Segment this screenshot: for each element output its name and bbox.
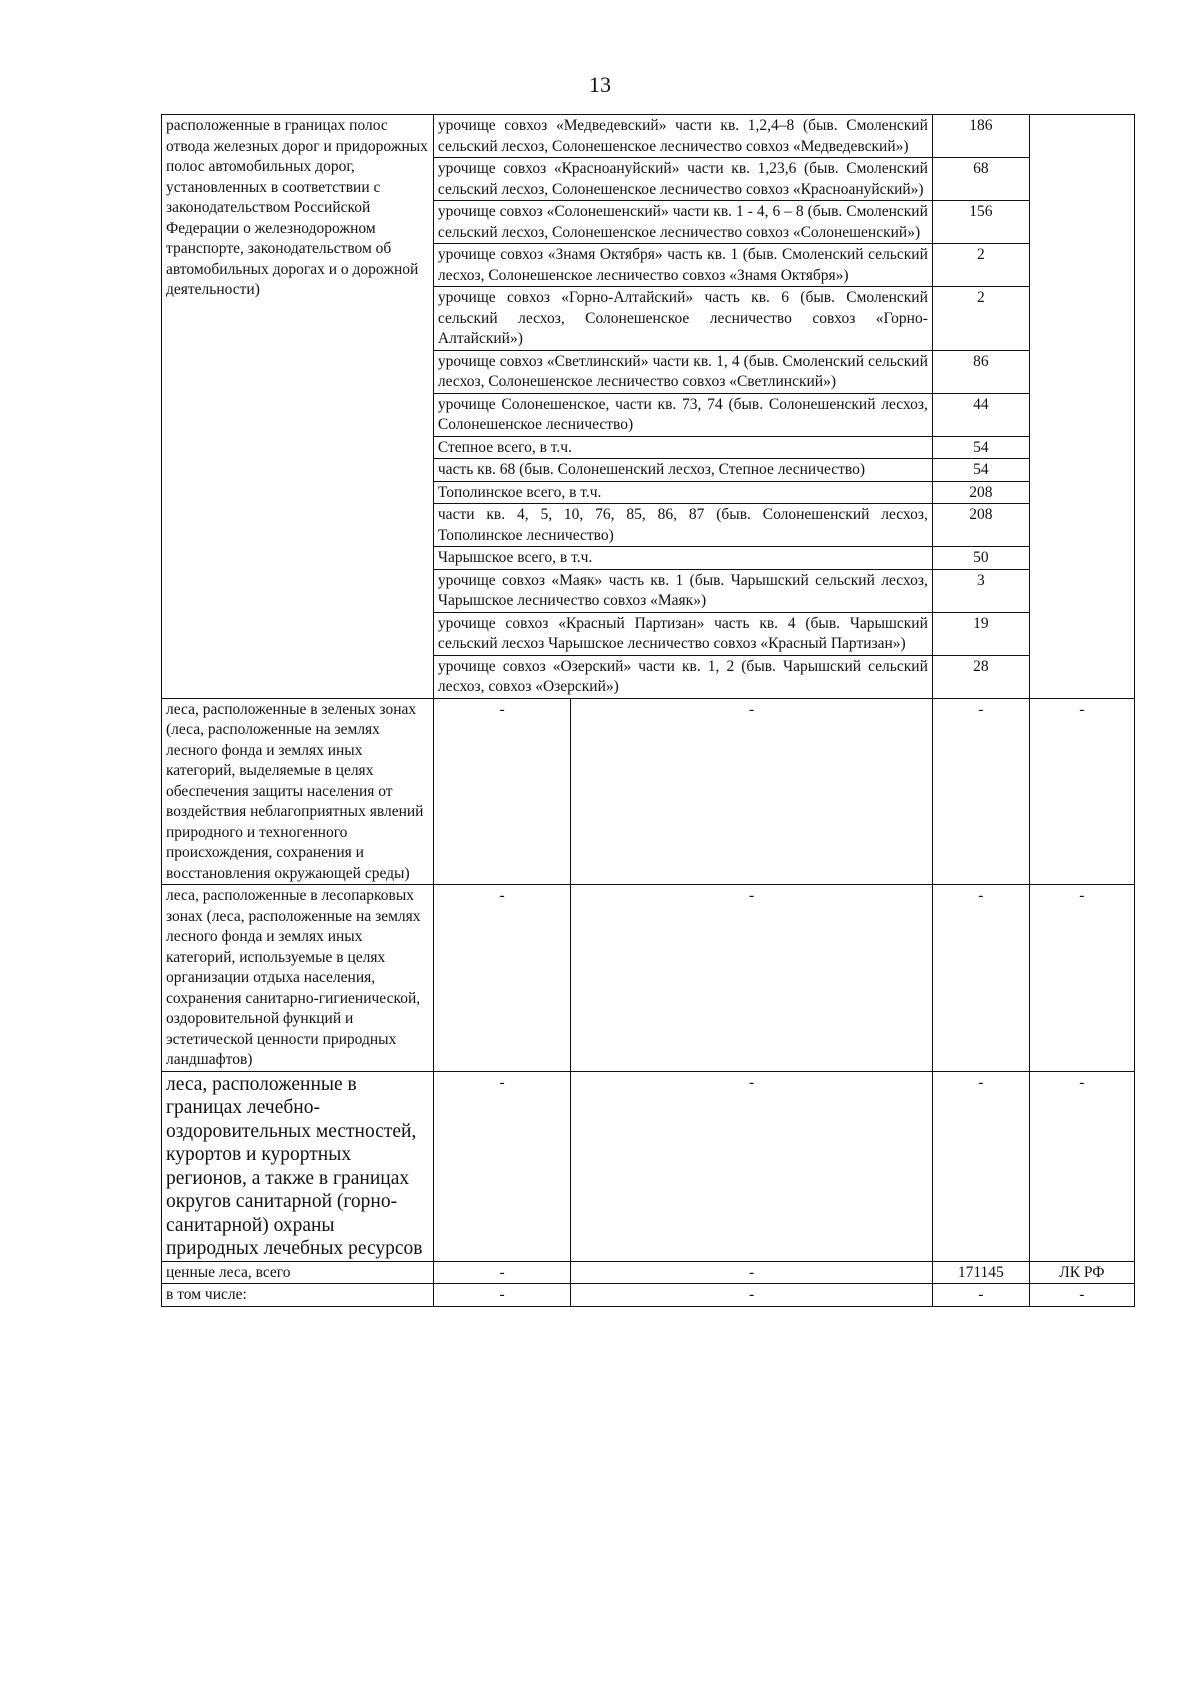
location-description: часть кв. 68 (быв. Солонешенский лесхоз, Степное лесничество): [433, 459, 932, 482]
location-description: урочище совхоз «Светлинский» части кв. 1, 4 (быв. Смоленский сельский лесхоз, Солонешенское лесничество совхоз «Светлинский»): [433, 350, 932, 393]
area-value: 208: [932, 504, 1029, 547]
value-cell: -: [571, 885, 932, 1072]
area-value: 50: [932, 547, 1029, 570]
category-cell: леса, расположенные в границах лечебно-оздоровительных местностей, курортов и курортных регионов, а также в границах округов санитарной (горно-санитарной) охраны природных лечебных ресурсов: [162, 1071, 434, 1261]
location-description: урочище совхоз «Горно-Алтайский» часть кв. 6 (быв. Смоленский сельский лесхоз, Солонешенское лесничество совхоз «Горно-Алтайский»): [433, 287, 932, 351]
legal-basis-cell: -: [1029, 885, 1134, 1072]
table-row: [162, 885, 1135, 1072]
location-description: урочище совхоз «Маяк» часть кв. 1 (быв. Чарышский сельский лесхоз, Чарышское лесничество совхоз «Маяк»): [433, 569, 932, 612]
area-value: -: [932, 1071, 1029, 1261]
area-value: 208: [932, 481, 1029, 504]
location-description: части кв. 4, 5, 10, 76, 85, 86, 87 (быв. Солонешенский лесхоз, Тополинское лесничество): [433, 504, 932, 547]
location-description: урочище совхоз «Медведевский» части кв. 1,2,4–8 (быв. Смоленский сельский лесхоз, Солонешенское лесничество совхоз «Медведевский»): [433, 115, 932, 158]
category-cell: расположенные в границах полос отвода железных дорог и придорожных полос автомобильных дорог, установленных в соответствии с законодательством Российской Федерации о железнодорожном транспорте, законодательством об автомобильных дорогах и о дорожной деятельности): [162, 115, 434, 699]
table-row: [162, 698, 1135, 885]
value-cell: -: [433, 1261, 571, 1284]
area-value: 19: [932, 612, 1029, 655]
legal-basis-cell: -: [1029, 1071, 1134, 1261]
location-description: урочище совхоз «Солонешенский» части кв. 1 - 4, 6 – 8 (быв. Смоленский сельский лесхоз, Солонешенское лесничество совхоз «Солонешенский»): [433, 201, 932, 244]
table-row: [162, 1284, 1135, 1307]
area-value: -: [932, 885, 1029, 1072]
legal-basis-cell: -: [1029, 1284, 1134, 1307]
location-description: Степное всего, в т.ч.: [433, 436, 932, 459]
value-cell: -: [433, 1071, 571, 1261]
value-cell: -: [571, 698, 932, 885]
area-value: 86: [932, 350, 1029, 393]
protective-forests-table: [161, 114, 1135, 1307]
legal-basis-cell: -: [1029, 698, 1134, 885]
page-number: 13: [589, 72, 611, 97]
area-value: 54: [932, 459, 1029, 482]
value-cell: -: [433, 1284, 571, 1307]
legal-basis-cell: ЛК РФ: [1029, 1261, 1134, 1284]
area-value: -: [932, 698, 1029, 885]
area-value: 156: [932, 201, 1029, 244]
area-value: 3: [932, 569, 1029, 612]
area-value: 68: [932, 158, 1029, 201]
location-description: урочище совхоз «Красный Партизан» часть кв. 4 (быв. Чарышский сельский лесхоз Чарышское лесничество совхоз «Красный Партизан»): [433, 612, 932, 655]
area-value: 44: [932, 393, 1029, 436]
location-description: урочище Солонешенское, части кв. 73, 74 (быв. Солонешенский лесхоз, Солонешенское лесничество): [433, 393, 932, 436]
category-cell: леса, расположенные в лесопарковых зонах (леса, расположенные на землях лесного фонда и землях иных категорий, используемые в целях организации отдыха населения, сохранения санитарно-гигиенической, оздоровительной функций и эстетической ценности природных ландшафтов): [162, 885, 434, 1072]
value-cell: -: [571, 1071, 932, 1261]
value-cell: -: [571, 1284, 932, 1307]
area-value: 2: [932, 287, 1029, 351]
location-description: Чарышское всего, в т.ч.: [433, 547, 932, 570]
table-row: [162, 1071, 1135, 1261]
area-value: 54: [932, 436, 1029, 459]
value-cell: -: [571, 1261, 932, 1284]
category-cell: леса, расположенные в зеленых зонах (леса, расположенные на землях лесного фонда и землях иных категорий, выделяемые в целях обеспечения защиты населения от воздействия неблагоприятных явлений природного и техногенного происхождения, сохранения и восстановления окружающей среды): [162, 698, 434, 885]
area-value: 28: [932, 655, 1029, 698]
table-row: [162, 115, 1135, 158]
area-value: 186: [932, 115, 1029, 158]
area-value: -: [932, 1284, 1029, 1307]
category-cell: в том числе:: [162, 1284, 434, 1307]
location-description: Тополинское всего, в т.ч.: [433, 481, 932, 504]
location-description: урочище совхоз «Знамя Октября» часть кв. 1 (быв. Смоленский сельский лесхоз, Солонешенское лесничество совхоз «Знамя Октября»): [433, 244, 932, 287]
area-value: 2: [932, 244, 1029, 287]
category-cell: ценные леса, всего: [162, 1261, 434, 1284]
location-description: урочище совхоз «Красноануйский» части кв. 1,23,6 (быв. Смоленский сельский лесхоз, Солонешенское лесничество совхоз «Красноануйский»): [433, 158, 932, 201]
value-cell: -: [433, 885, 571, 1072]
legal-basis-cell: [1029, 115, 1134, 699]
value-cell: -: [433, 698, 571, 885]
area-value: 171145: [932, 1261, 1029, 1284]
table-row: [162, 1261, 1135, 1284]
location-description: урочище совхоз «Озерский» части кв. 1, 2 (быв. Чарышский сельский лесхоз, совхоз «Озерский»): [433, 655, 932, 698]
